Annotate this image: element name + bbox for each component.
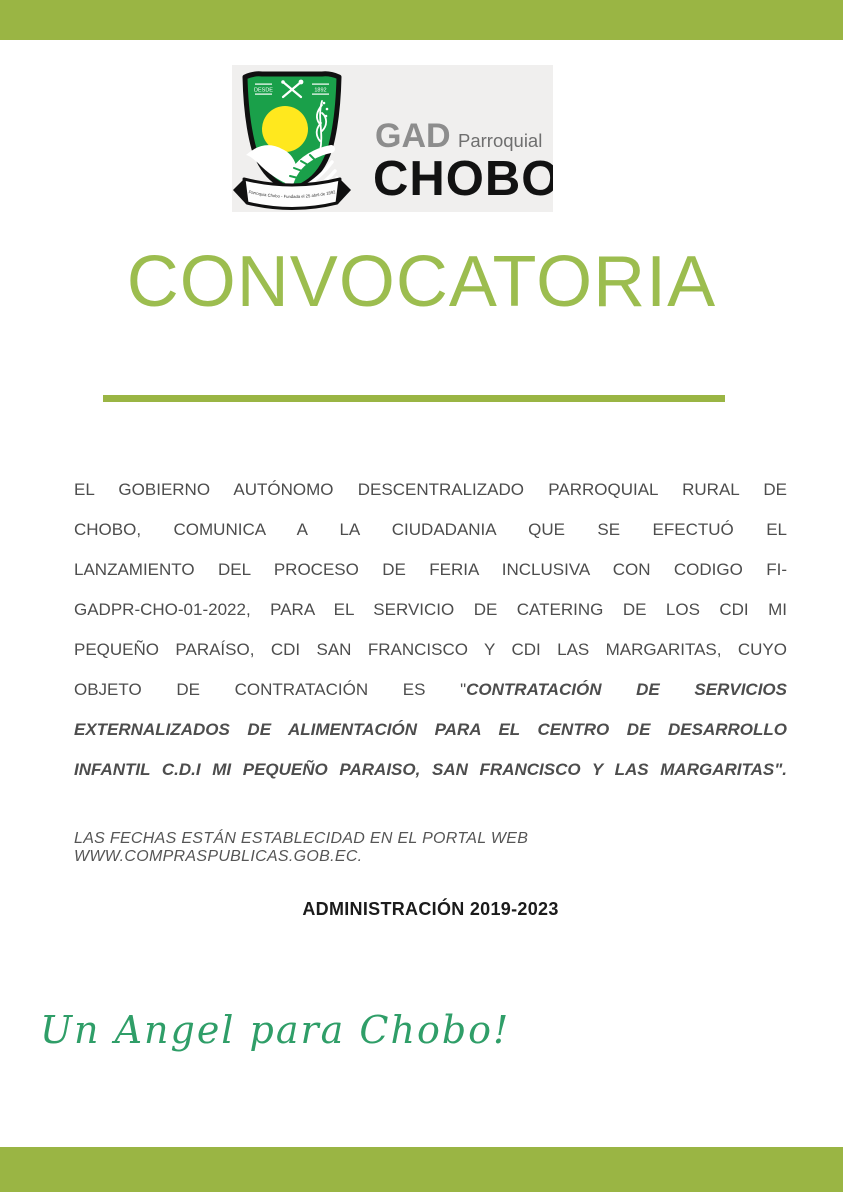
paragraph-line	[74, 670, 787, 710]
portal-notice: LAS FECHAS ESTÁN ESTABLECIDAD EN EL PORTAL WEB WWW.COMPRASPUBLICAS.GOB.EC.	[74, 830, 529, 865]
paragraph-segment: PEQUEÑO PARAÍSO, CDI SAN FRANCISCO Y CDI LAS MARGARITAS, CUYO	[74, 640, 787, 659]
page-title: CONVOCATORIA	[126, 242, 717, 322]
paragraph-line	[74, 750, 787, 790]
paragraph-segment: GADPR-CHO-01-2022, PARA EL SERVICIO DE CATERING DE LOS CDI MI	[74, 600, 787, 619]
paragraph-line	[74, 590, 787, 630]
paragraph-segment-bold-italic: INFANTIL C.D.I MI PEQUEÑO PARAISO, SAN FRANCISCO Y LAS MARGARITAS".	[74, 760, 787, 779]
paragraph-line	[74, 710, 787, 750]
paragraph-line	[74, 470, 787, 510]
top-green-band	[0, 0, 843, 40]
logo-org-type: Parroquial	[458, 130, 543, 151]
paragraph-segment: CHOBO, COMUNICA A LA CIUDADANIA QUE SE EFECTUÓ EL	[74, 520, 787, 539]
paragraph-segment: EL GOBIERNO AUTÓNOMO DESCENTRALIZADO PARROQUIAL RURAL DE	[74, 480, 787, 499]
paragraph-line	[74, 510, 787, 550]
paragraph-segment: LANZAMIENTO DEL PROCESO DE FERIA INCLUSIVA CON CODIGO FI-	[74, 560, 787, 579]
shield-since-label: DESDE	[254, 87, 273, 94]
slogan-text: Un Angel para Chobo!	[40, 1008, 511, 1052]
logo-acronym: GAD	[375, 117, 451, 155]
ribbon-text: Parroquia Chobo - Fundada el 25 abril de 1892	[248, 189, 336, 200]
paragraph-segment: OBJETO DE CONTRATACIÓN ES "	[74, 680, 467, 699]
administration-label: ADMINISTRACIÓN 2019-2023	[302, 899, 559, 919]
paragraph-line	[74, 630, 787, 670]
body-paragraph	[74, 470, 787, 790]
green-divider	[103, 395, 725, 402]
paragraph-segment-bold-italic: EXTERNALIZADOS DE ALIMENTACIÓN PARA EL CENTRO DE DESARROLLO	[74, 720, 787, 739]
paragraph-segment-bold-italic: CONTRATACIÓN DE SERVICIOS	[466, 680, 787, 699]
logo-org-name: CHOBO	[373, 152, 553, 206]
gad-chobo-logo	[232, 65, 553, 212]
bottom-green-band	[0, 1147, 843, 1192]
logo-graphic	[232, 65, 553, 212]
sun-icon	[262, 106, 308, 152]
shield-icon	[233, 74, 351, 209]
shield-year-label: 1892	[314, 87, 327, 94]
paragraph-line	[74, 550, 787, 590]
